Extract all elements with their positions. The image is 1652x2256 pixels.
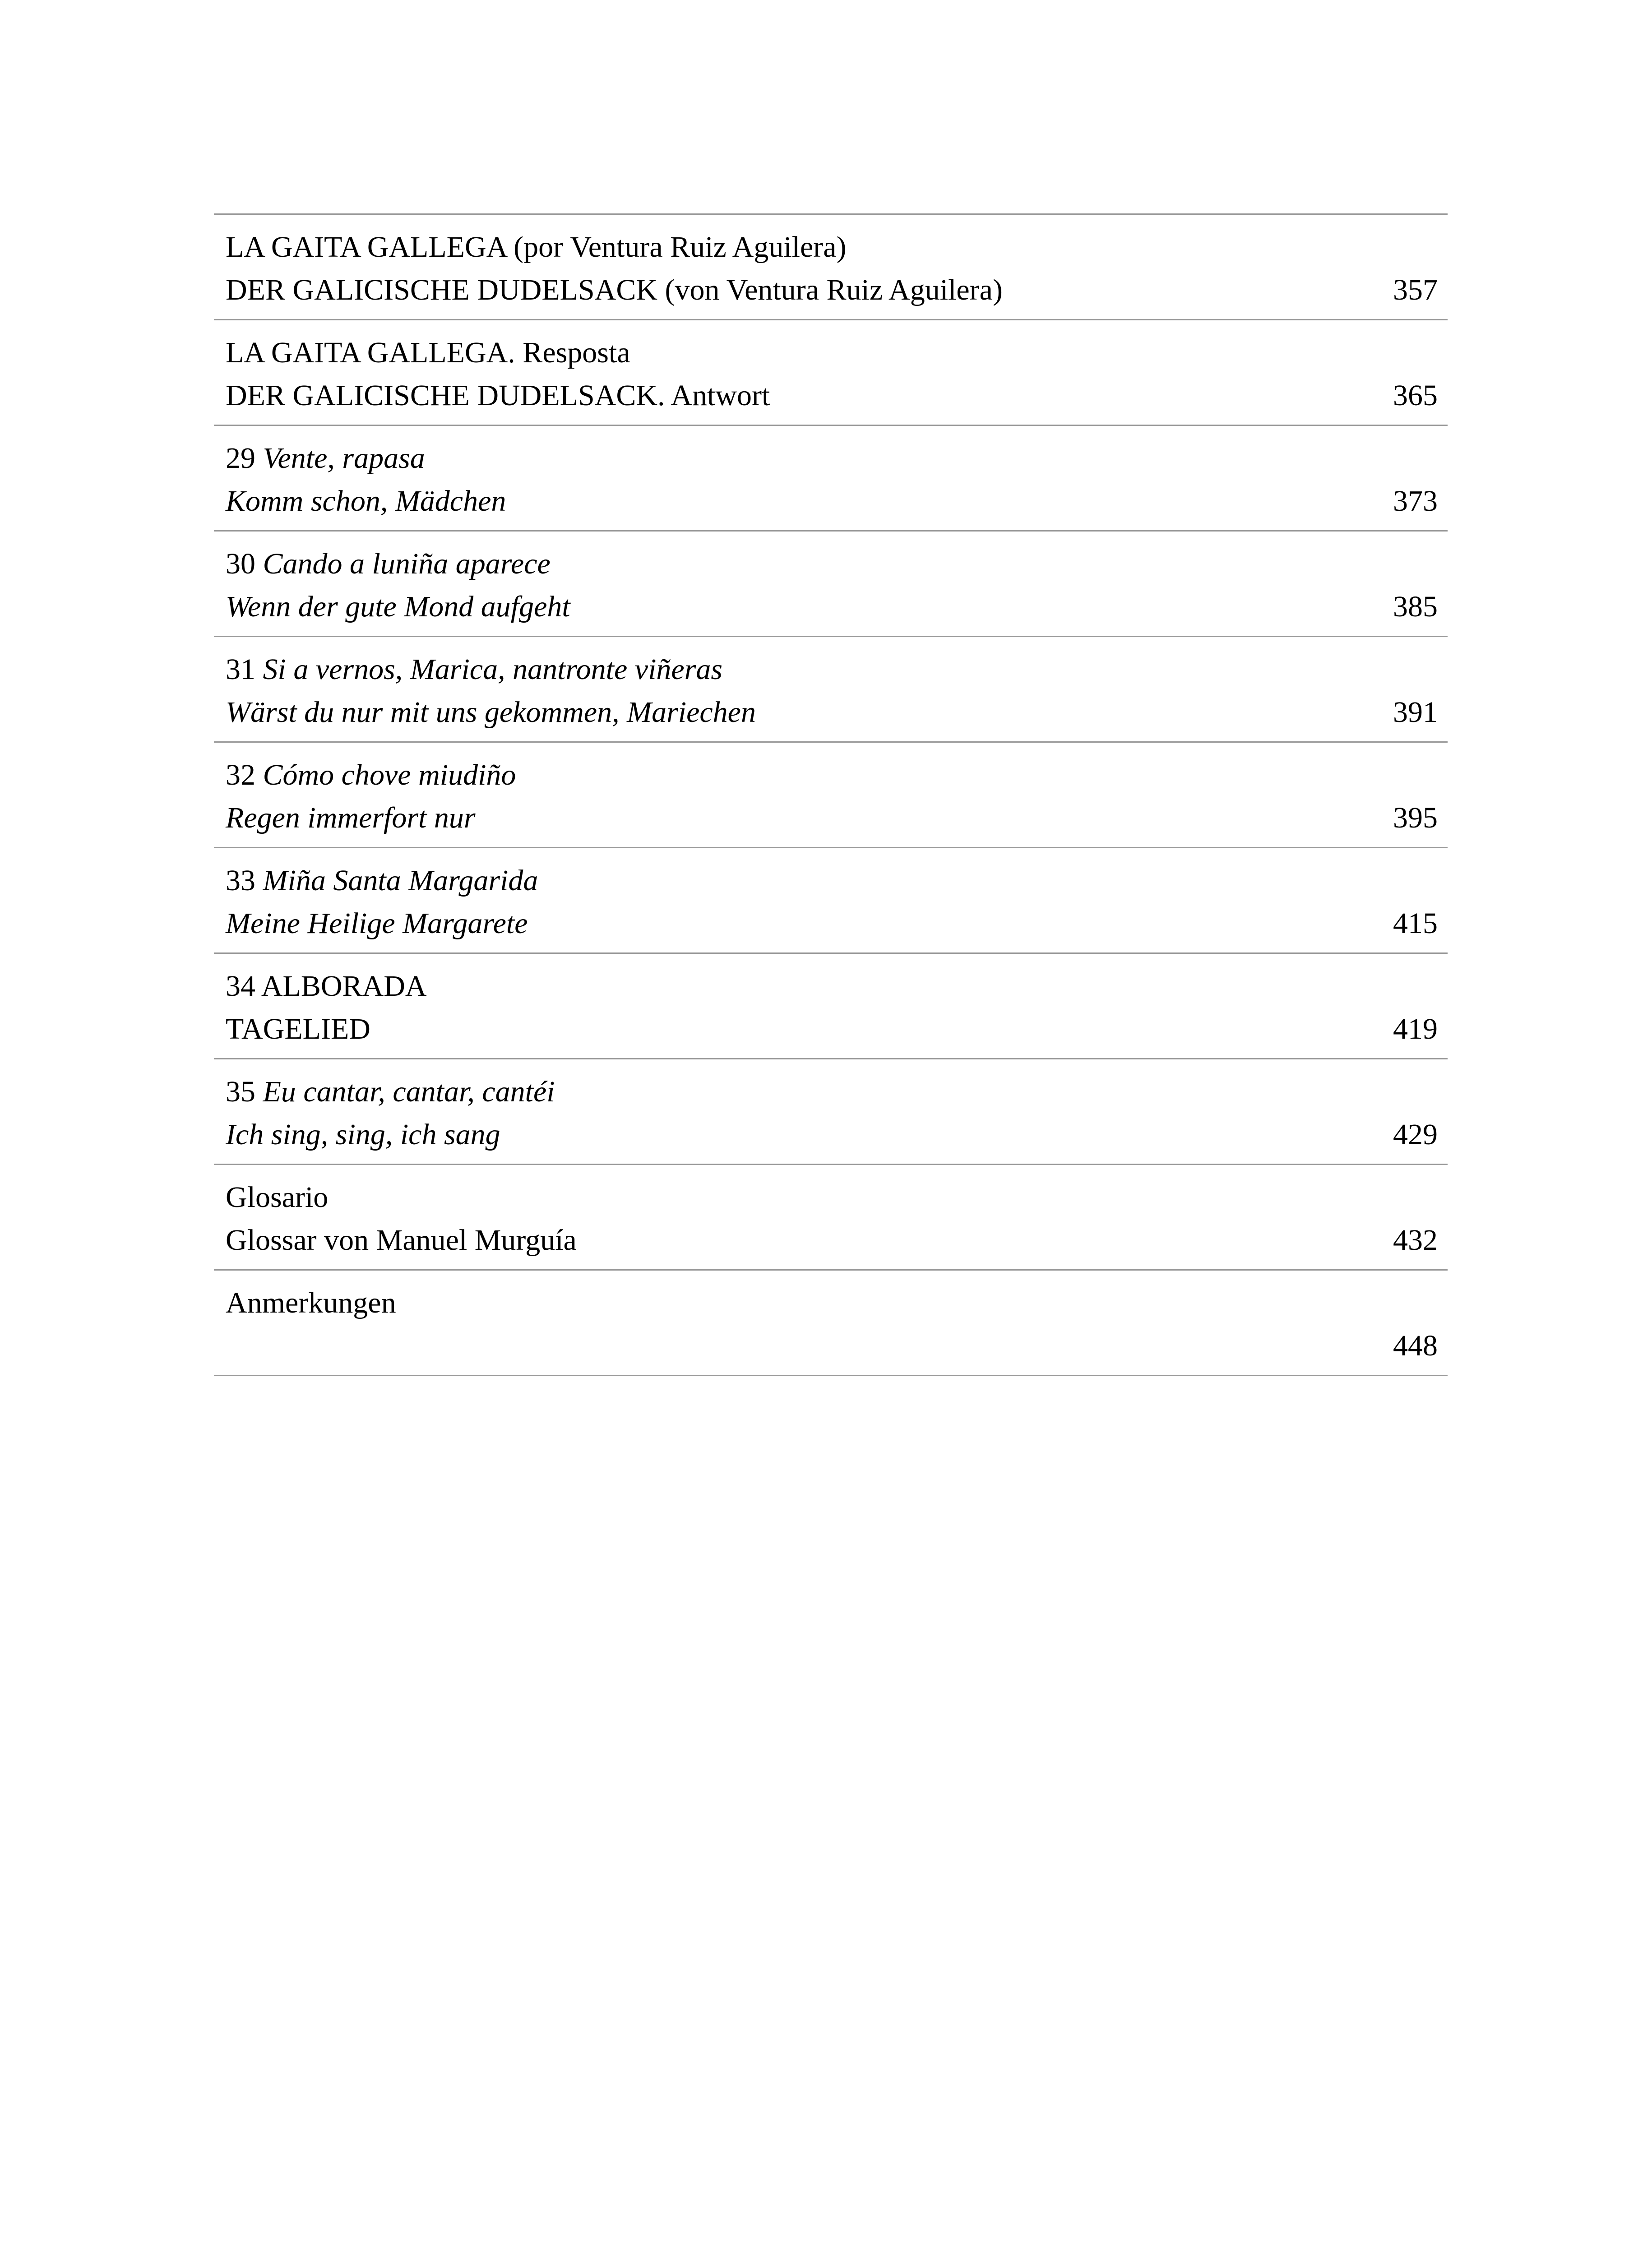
toc-entry-translated-title bbox=[226, 800, 476, 836]
toc-entry-original-title bbox=[226, 863, 538, 899]
toc-entry-number: 33 bbox=[226, 864, 255, 897]
toc-entry bbox=[214, 1059, 1448, 1165]
toc-entry-number: 34 bbox=[226, 970, 255, 1003]
toc-entry-original-title bbox=[226, 968, 427, 1004]
toc-entry-number: 31 bbox=[226, 653, 255, 686]
toc-entry-page-number: 385 bbox=[1393, 590, 1438, 623]
toc-entry-translated-title bbox=[226, 589, 570, 625]
toc-entry-title-text: LA GAITA GALLEGA (por Ventura Ruiz Aguilera) bbox=[226, 231, 847, 264]
toc-entry bbox=[214, 215, 1448, 320]
toc-entry-original-title bbox=[226, 652, 722, 688]
toc-entry-original-title bbox=[226, 1074, 555, 1110]
toc-entry-title-text: Si a vernos, Marica, nantronte viñeras bbox=[263, 653, 723, 686]
toc-entry bbox=[214, 320, 1448, 426]
toc-entry bbox=[214, 1271, 1448, 1376]
toc-entry-title-text: LA GAITA GALLEGA. Resposta bbox=[226, 336, 630, 369]
toc-entry-title-text: Wenn der gute Mond aufgeht bbox=[226, 590, 570, 623]
toc-entry-title-text: Vente, rapasa bbox=[263, 442, 425, 475]
toc-entry-page-number: 357 bbox=[1393, 273, 1438, 306]
toc-entry-translated-title bbox=[226, 1222, 577, 1258]
toc-entry-page-number: 419 bbox=[1393, 1012, 1438, 1045]
toc-entry bbox=[214, 1165, 1448, 1271]
toc-entry-translated-title bbox=[226, 1117, 500, 1153]
toc-entry-page-number: 391 bbox=[1393, 696, 1438, 729]
toc-entry-translated-title bbox=[226, 272, 1003, 308]
toc-entry-original-title bbox=[226, 1285, 396, 1321]
toc-entry-translated-title bbox=[226, 1011, 370, 1047]
toc-entry-page-number: 448 bbox=[1393, 1329, 1438, 1362]
toc-entry-title-text: Glosario bbox=[226, 1181, 329, 1214]
toc-entry-title-text: TAGELIED bbox=[226, 1012, 370, 1045]
toc-entry-page-number: 395 bbox=[1393, 801, 1438, 834]
toc-entry-translated-title bbox=[226, 483, 506, 519]
toc-entry-page-number: 365 bbox=[1393, 379, 1438, 412]
toc-entry-title-text: Wärst du nur mit uns gekommen, Mariechen bbox=[226, 696, 756, 729]
table-of-contents bbox=[214, 213, 1448, 1376]
toc-entry-page-number: 432 bbox=[1393, 1224, 1438, 1257]
toc-entry bbox=[214, 954, 1448, 1059]
toc-entry-title-text: Cando a luniña aparece bbox=[263, 547, 551, 580]
toc-entry-number: 29 bbox=[226, 442, 255, 475]
toc-entry bbox=[214, 743, 1448, 848]
toc-entry-original-title bbox=[226, 440, 425, 476]
toc-entry-number: 30 bbox=[226, 547, 255, 580]
toc-entry-title-text: Miña Santa Margarida bbox=[263, 864, 538, 897]
toc-entry-title-text: Anmerkungen bbox=[226, 1286, 396, 1319]
toc-entry-title-text: DER GALICISCHE DUDELSACK. Antwort bbox=[226, 379, 770, 412]
toc-entry-translated-title bbox=[226, 906, 528, 942]
toc-entry bbox=[214, 532, 1448, 637]
toc-entry-page-number: 415 bbox=[1393, 907, 1438, 940]
toc-entry-page-number: 429 bbox=[1393, 1118, 1438, 1151]
toc-entry-title-text: Ich sing, sing, ich sang bbox=[226, 1118, 500, 1151]
toc-entry-title-text: ALBORADA bbox=[261, 970, 427, 1003]
toc-entry-title-text: Glossar von Manuel Murguía bbox=[226, 1224, 577, 1257]
toc-entry-number: 35 bbox=[226, 1075, 255, 1108]
toc-entry bbox=[214, 848, 1448, 954]
toc-entry-title-text: DER GALICISCHE DUDELSACK (von Ventura Ruiz Aguilera) bbox=[226, 273, 1003, 306]
toc-entry-original-title bbox=[226, 757, 516, 793]
toc-entry-title-text: Regen immerfort nur bbox=[226, 801, 476, 834]
toc-entry-original-title bbox=[226, 335, 630, 371]
toc-entry-original-title bbox=[226, 229, 847, 265]
toc-entry bbox=[214, 637, 1448, 743]
toc-entry-translated-title bbox=[226, 694, 756, 730]
toc-entry-title-text: Komm schon, Mädchen bbox=[226, 485, 506, 518]
toc-entry-title-text: Eu cantar, cantar, cantéi bbox=[263, 1075, 555, 1108]
toc-entry-page-number: 373 bbox=[1393, 485, 1438, 518]
toc-entry-translated-title bbox=[226, 378, 770, 414]
toc-entry-original-title bbox=[226, 546, 551, 582]
toc-entry-title-text: Cómo chove miudiño bbox=[263, 758, 516, 791]
toc-entry-title-text: Meine Heilige Margarete bbox=[226, 907, 528, 940]
toc-entry bbox=[214, 426, 1448, 532]
toc-entry-number: 32 bbox=[226, 758, 255, 791]
toc-entry-original-title bbox=[226, 1179, 328, 1216]
